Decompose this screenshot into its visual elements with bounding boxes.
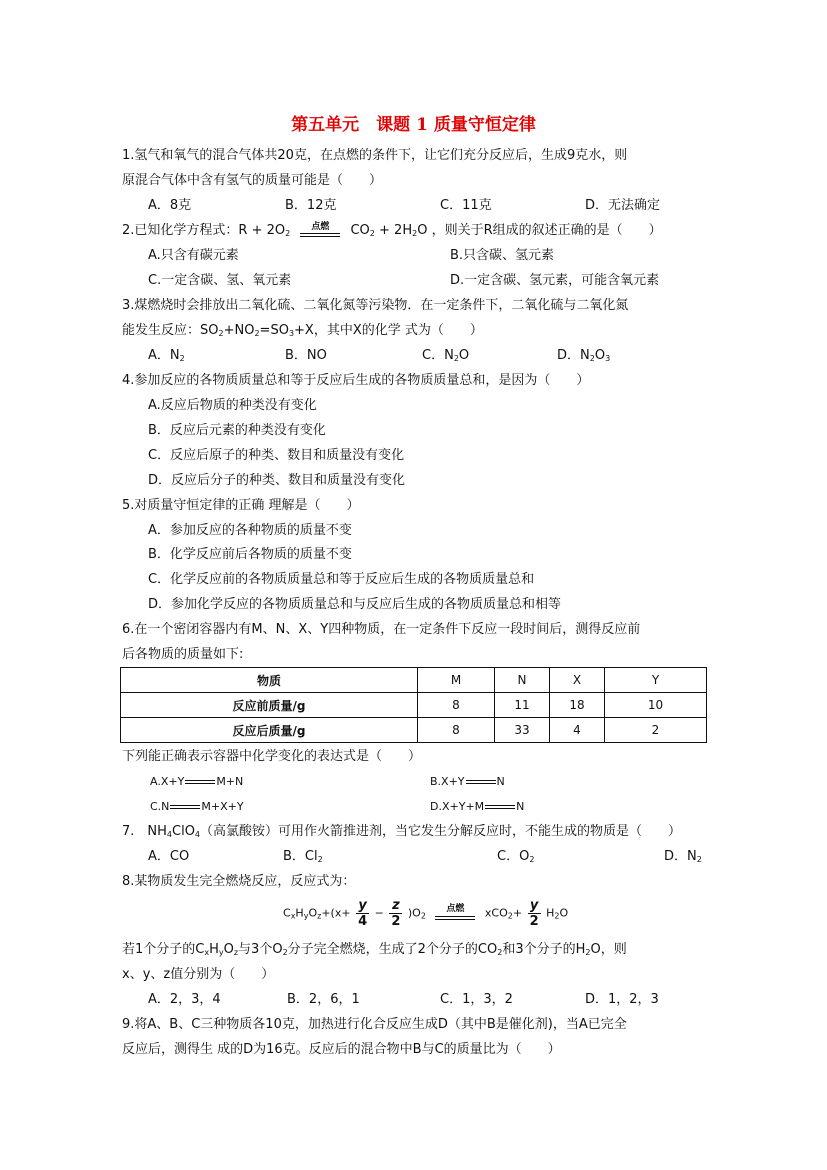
q8-text: 和3个分子的H	[502, 942, 586, 957]
equals-bars	[170, 805, 200, 809]
q7-option-text: B．Cl	[283, 849, 318, 864]
formula-text: )O	[407, 906, 421, 920]
q2-option-a: A.只含有碳元素	[148, 248, 239, 263]
fraction-y-over-4	[356, 898, 369, 929]
q5-option-b: B．化学反应前后各物质的质量不变	[148, 547, 352, 562]
q2-stem	[122, 222, 662, 243]
fraction-denominator: 2	[391, 914, 401, 929]
q3-option-text: O	[458, 348, 470, 363]
q5-stem: 5.对质量守恒定律的正确 理解是（ ）	[122, 498, 360, 513]
fraction-denominator: 4	[358, 914, 368, 929]
q3-stem-line1: 3.煤燃烧时会排放出二氧化硫、二氧化氮等污染物．在一定条件下，二氧化硫与二氧化氮	[122, 298, 629, 313]
q2-option-c: C.一定含碳、氢、氧元素	[148, 273, 292, 288]
q6-option-rhs: M+N	[216, 775, 244, 788]
q6-option-d	[430, 798, 524, 816]
equals-bars	[485, 805, 515, 809]
q3-option-subscript: 2	[179, 354, 185, 363]
q8-question-line2: x、y、z值分别为（ ）	[122, 967, 275, 982]
q3-option-text: B．NO	[285, 348, 327, 363]
q7-option-d	[664, 848, 702, 869]
q3-text: +X，其中X的化学 式为（ ）	[294, 323, 483, 338]
table-header-row	[121, 668, 707, 693]
q3-option-subscript: 2	[453, 354, 459, 363]
q2-option-d: D.一定含碳、氢元素，可能含氧元素	[450, 273, 660, 288]
q7-option-subscript: 2	[317, 855, 323, 864]
q6-option-lhs: D.X+Y+M	[430, 800, 485, 813]
q4-stem: 4.参加反应的各物质质量总和等于反应后生成的各物质质量总和，是因为（ ）	[122, 373, 590, 388]
table-row	[121, 693, 707, 718]
table-row	[121, 718, 707, 743]
q3-text: 能发生反应：SO	[122, 323, 219, 338]
q3-option-text: O	[594, 348, 606, 363]
fraction-numerator: z	[389, 898, 402, 914]
table-cell: 10	[605, 693, 707, 718]
table-cell: 反应前质量/g	[121, 693, 418, 718]
table-cell: 8	[418, 718, 495, 743]
fraction-numerator: y	[528, 898, 541, 914]
q4-option-b: B．反应后元素的种类没有变化	[148, 423, 326, 438]
table-header-cell: N	[495, 668, 550, 693]
reaction-arrow	[300, 221, 340, 238]
q7-option-subscript: 2	[529, 855, 535, 864]
fraction-numerator: y	[356, 898, 369, 914]
table-cell: 2	[605, 718, 707, 743]
q3-option-b	[285, 347, 327, 365]
q7-option-subscript: 2	[696, 855, 702, 864]
q3-option-subscript: 2	[589, 354, 595, 363]
q1-option-a: A．8克	[148, 198, 192, 213]
formula-text: H	[295, 906, 304, 920]
q6-option-b	[430, 773, 505, 791]
q1-stem-line2: 原混合气体中含有氢气的质量可能是（ ）	[122, 173, 383, 188]
q1-option-d: D．无法确定	[585, 198, 661, 213]
q8-subscript: y	[218, 948, 224, 957]
q8-subscript: x	[204, 948, 210, 957]
q1-option-b: B．12克	[285, 198, 337, 213]
reaction-arrow	[435, 903, 475, 921]
q6-option-lhs: A.X+Y	[150, 775, 185, 788]
q8-subscript: z	[233, 948, 239, 957]
combustion-equation	[283, 898, 568, 929]
formula-subscript: 2	[554, 911, 560, 921]
q3-option-text: A．N	[148, 348, 180, 363]
q6-question: 下列能正确表示容器中化学变化的表达式是（ ）	[122, 749, 422, 764]
q2-text-product2: + 2H	[374, 223, 413, 238]
q3-subscript: 2	[254, 329, 260, 338]
q7-option-text: A．CO	[148, 849, 190, 864]
q8-subscript: 2	[497, 948, 503, 957]
q5-option-a: A．参加反应的各种物质的质量不变	[148, 523, 352, 538]
q3-subscript: 2	[218, 329, 224, 338]
q2-option-b: B.只含碳、氢元素	[450, 248, 555, 263]
q2-text-prefix: 2.已知化学方程式：R + 2O	[122, 223, 286, 238]
table-cell: 33	[495, 718, 550, 743]
q7-subscript: 4	[194, 830, 201, 839]
q7-option-a	[148, 848, 189, 866]
q8-option-c: C．1，3，2	[440, 992, 513, 1007]
q8-text: O，则	[590, 942, 627, 957]
page-title: 第五单元 课题 1 质量守恒定律	[291, 115, 536, 135]
formula-text: +(x+	[321, 906, 351, 920]
q2-subscript: 2	[285, 229, 291, 238]
fraction-y-over-2	[528, 898, 541, 929]
q7-subscript: 4	[166, 830, 172, 839]
q7-option-text: D．N	[664, 849, 697, 864]
q1-stem-line1: 1.氢气和氧气的混合气体共20克，在点燃的条件下，让它们充分反应后，生成9克水，则	[122, 148, 628, 163]
q3-text: =SO	[259, 323, 289, 338]
q8-text: 与3个O	[238, 942, 283, 957]
q4-option-c: C．反应后原子的种类、数目和质量没有变化	[148, 448, 405, 463]
q1-option-c: C．11克	[440, 198, 492, 213]
q9-stem-line1: 9.将A、B、C三种物质各10克，加热进行化合反应生成D（其中B是催化剂)，当A已完全	[122, 1017, 627, 1032]
table-cell: 18	[550, 693, 605, 718]
table-cell: 11	[495, 693, 550, 718]
formula-subscript: x	[290, 911, 296, 921]
q4-option-d: D．反应后分子的种类、数目和质量没有变化	[148, 473, 406, 488]
q6-option-rhs: M+X+Y	[201, 800, 244, 813]
formula-subscript: y	[303, 911, 309, 921]
q6-option-c	[150, 798, 244, 816]
formula-text: xCO	[484, 906, 508, 920]
q7-text: （高氯酸铵）可用作火箭推进剂，当它发生分解反应时，不能生成的物质是（ ）	[200, 824, 682, 839]
q3-option-a	[148, 347, 185, 368]
q6-stem-line1: 6.在一个密闭容器内有M、N、X、Y四种物质，在一定条件下反应一段时间后，测得反应前	[122, 622, 641, 637]
q3-text: +NO	[223, 323, 255, 338]
q8-text: O	[223, 942, 234, 957]
q8-text: H	[209, 942, 219, 957]
q3-stem-line2	[122, 322, 483, 343]
q2-text-suffix: O ，则关于R组成的叙述正确的是（ ）	[417, 223, 662, 238]
q7-option-text: C．O	[497, 849, 530, 864]
q8-subscript: 2	[585, 948, 591, 957]
q2-subscript: 2	[369, 229, 375, 238]
formula-text: H	[546, 906, 555, 920]
q7-text: 7. NH	[122, 824, 167, 839]
table-cell: 反应后质量/g	[121, 718, 418, 743]
q2-text-product1: CO	[350, 223, 370, 238]
formula-subscript: 2	[507, 911, 513, 921]
fraction-z-over-2	[389, 898, 402, 929]
q2-subscript: 2	[412, 229, 418, 238]
q5-option-c: C．化学反应前的各物质质量总和等于反应后生成的各物质质量总和	[148, 572, 535, 587]
reaction-equals-bars	[300, 233, 340, 237]
mass-table	[120, 667, 707, 743]
formula-text: −	[374, 906, 384, 920]
q8-text: 分子完全燃烧，生成了2个分子的CO	[287, 942, 498, 957]
q7-text: ClO	[172, 824, 195, 839]
q3-option-c	[422, 347, 469, 368]
q7-option-c	[497, 848, 534, 869]
q8-subscript: 2	[282, 948, 288, 957]
q8-stem: 8.某物质发生完全燃烧反应，反应式为：	[122, 874, 356, 889]
formula-text: +	[512, 906, 523, 920]
q6-stem-line2: 后各物质的质量如下:	[122, 647, 244, 662]
q5-option-d: D．参加化学反应的各物质质量总和与反应后生成的各物质质量总和相等	[148, 597, 562, 612]
table-cell: 8	[418, 693, 495, 718]
q3-option-text: D．N	[557, 348, 590, 363]
formula-text: C	[283, 906, 291, 920]
q7-stem	[122, 823, 681, 844]
q8-text: 若1个分子的C	[122, 942, 205, 957]
equals-bars	[185, 780, 215, 784]
table-header-cell: 物质	[121, 668, 418, 693]
formula-text: O	[308, 906, 318, 920]
formula-subscript: z	[317, 911, 322, 921]
q6-option-rhs: N	[496, 775, 505, 788]
reaction-condition: 点燃	[446, 903, 465, 914]
q4-option-a: A.反应后物质的种类没有变化	[148, 398, 317, 413]
fraction-denominator: 2	[529, 914, 539, 929]
table-header-cell: Y	[605, 668, 707, 693]
q8-question-line1	[122, 941, 627, 962]
q7-option-b	[283, 848, 323, 869]
q6-option-a	[150, 773, 243, 791]
q3-option-text: C．N	[422, 348, 454, 363]
reaction-condition: 点燃	[311, 221, 330, 232]
q8-option-d: D．1，2，3	[585, 992, 659, 1007]
formula-subscript: 2	[420, 911, 426, 921]
q3-option-subscript: 3	[605, 354, 611, 363]
table-header-cell: M	[418, 668, 495, 693]
q3-subscript: 3	[288, 329, 295, 338]
table-cell: 4	[550, 718, 605, 743]
q6-option-lhs: C.N	[150, 800, 170, 813]
equals-bars	[466, 780, 496, 784]
q6-option-rhs: N	[516, 800, 525, 813]
q6-option-lhs: B.X+Y	[430, 775, 465, 788]
q8-option-b: B．2，6，1	[287, 992, 360, 1007]
q3-option-d	[557, 347, 610, 368]
formula-text: O	[559, 906, 569, 920]
q9-stem-line2: 反应后，测得生 成的D为16克。反应后的混合物中B与C的质量比为（ ）	[122, 1042, 561, 1057]
reaction-equals-bars	[435, 916, 475, 920]
table-header-cell: X	[550, 668, 605, 693]
q8-option-a: A．2，3，4	[148, 992, 221, 1007]
